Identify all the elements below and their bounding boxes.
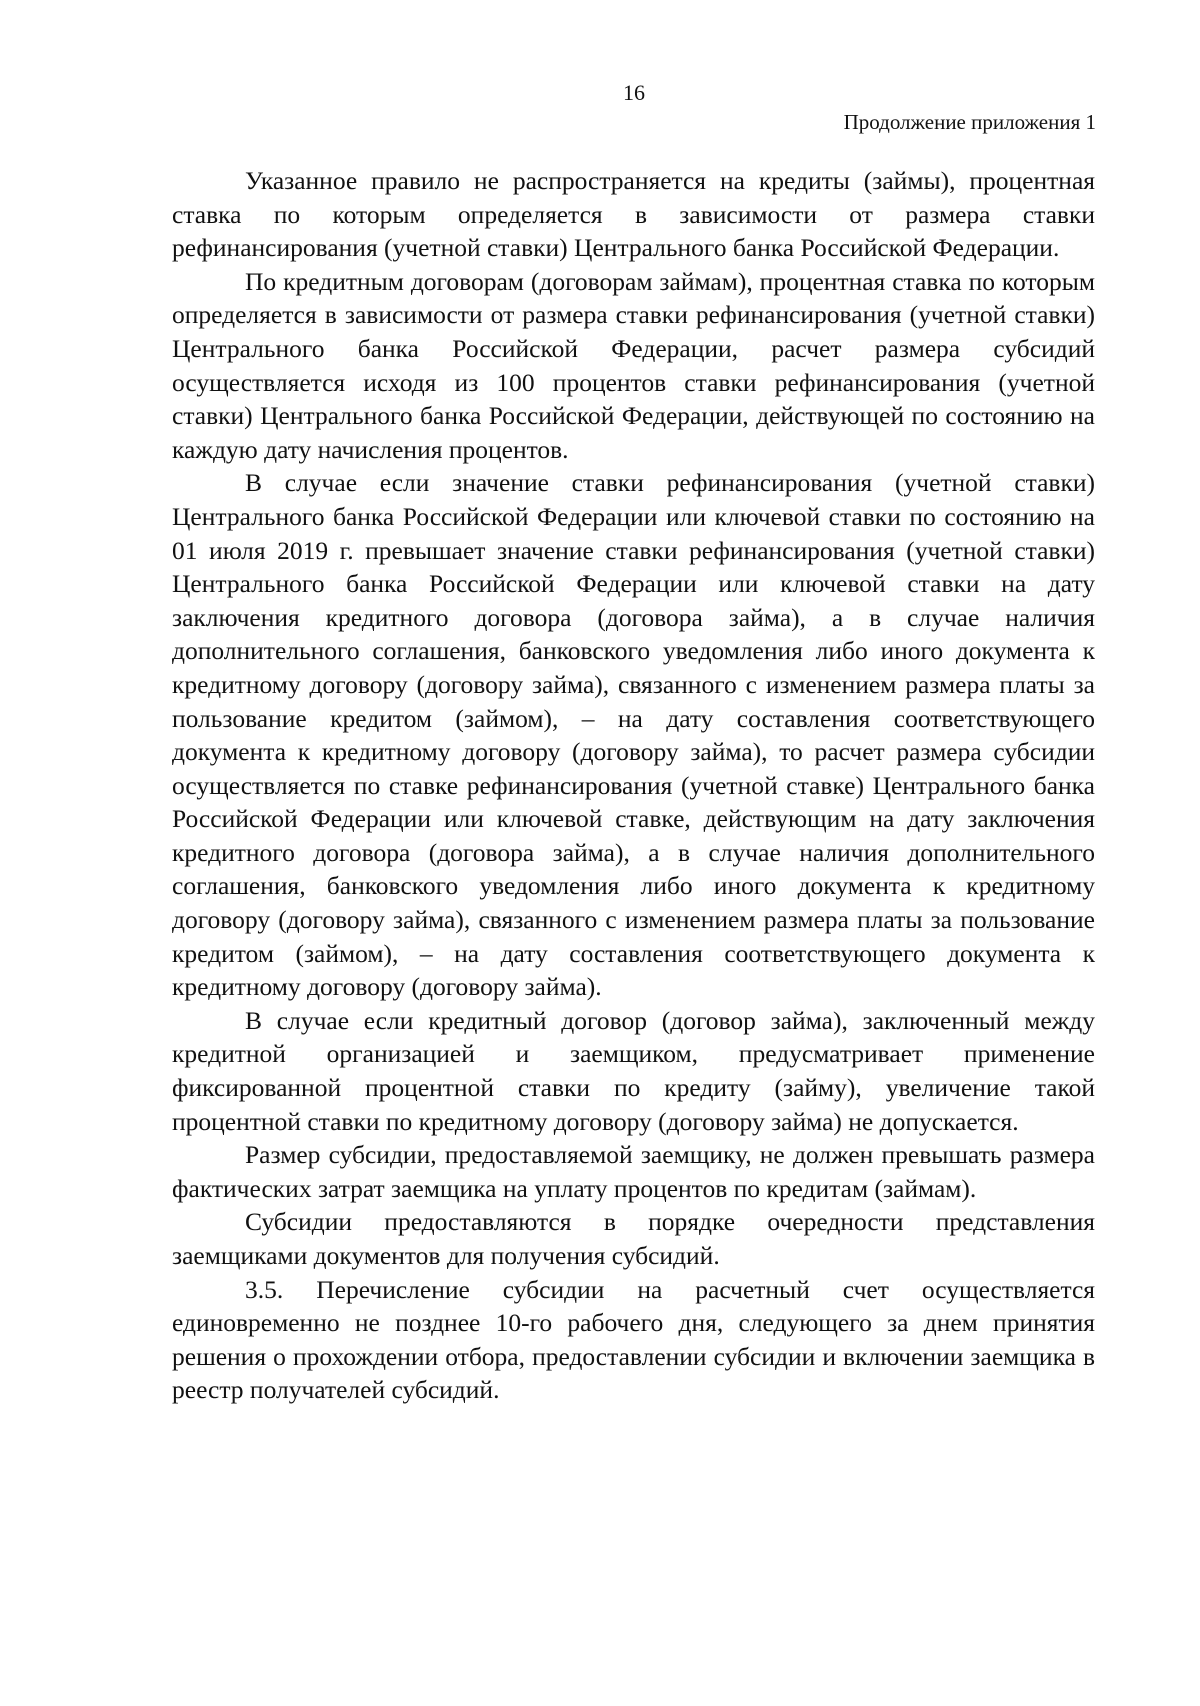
paragraph: 3.5. Перечисление субсидии на расчетный счет осуществляется единовременно не позднее 10-го рабочего дня, следующего за днем принятия решения о прохождении отбора, предоставлении субсидии и включении заемщика в реестр получателей субсидий. [172, 1274, 1095, 1405]
paragraph: По кредитным договорам (договорам займам), процентная ставка по которым определяется в зависимости от размера ставки рефинансирования (учетной ставки) Центрального банка Российской Федерации, расчет размера субсидий осуществляется исходя из 100 процентов ставки рефинансирования (учетной ставки) Центрального банка Российской Федерации, действующей по состоянию на каждую дату начисления процентов. [172, 266, 1095, 464]
paragraph: Субсидии предоставляются в порядке очередности представления заемщиками документов для получения субсидий. [172, 1207, 1095, 1270]
page-number: 16 [623, 80, 645, 105]
paragraph: В случае если значение ставки рефинансирования (учетной ставки) Центрального банка Российской Федерации или ключевой ставки по состоянию на 01 июля 2019 г. превышает значение ставки рефинансирования (учетной ставки) Центрального банка Российской Федерации или ключевой ставки на дату заключения кредитного договора (договора займа), а в случае наличия дополнительного соглашения, банковского уведомления либо иного документа к кредитному договору (договору займа), связанного с изменением размера платы за пользование кредитом (займом), – на дату составления соответствующего документа к кредитному договору (договору займа), то расчет размера субсидии осуществляется по ставке рефинансирования (учетной ставке) Центрального банка Российской Федерации или ключевой ставке, действующим на дату заключения кредитного договора (договора займа), а в случае наличия дополнительного соглашения, банковского уведомления либо иного документа к кредитному договору (договору займа), связанного с изменением размера платы за пользование кредитом (займом), – на дату составления соответствующего документа к кредитному договору (договору займа). [172, 468, 1095, 1002]
paragraph: Размер субсидии, предоставляемой заемщику, не должен превышать размера фактических затрат заемщика на уплату процентов по кредитам (займам). [172, 1140, 1095, 1203]
paragraph: В случае если кредитный договор (договор займа), заключенный между кредитной организацией и заемщиком, предусматривает применение фиксированной процентной ставки по кредиту (займу), увеличение такой процентной ставки по кредитному договору (договору займа) не допускается. [172, 1005, 1095, 1136]
paragraph: Указанное правило не распространяется на кредиты (займы), процентная ставка по которым определяется в зависимости от размера ставки рефинансирования (учетной ставки) Центрального банка Российской Федерации. [172, 166, 1095, 263]
document-body [172, 164, 1095, 1407]
continuation-label: Продолжение приложения 1 [843, 110, 1096, 134]
